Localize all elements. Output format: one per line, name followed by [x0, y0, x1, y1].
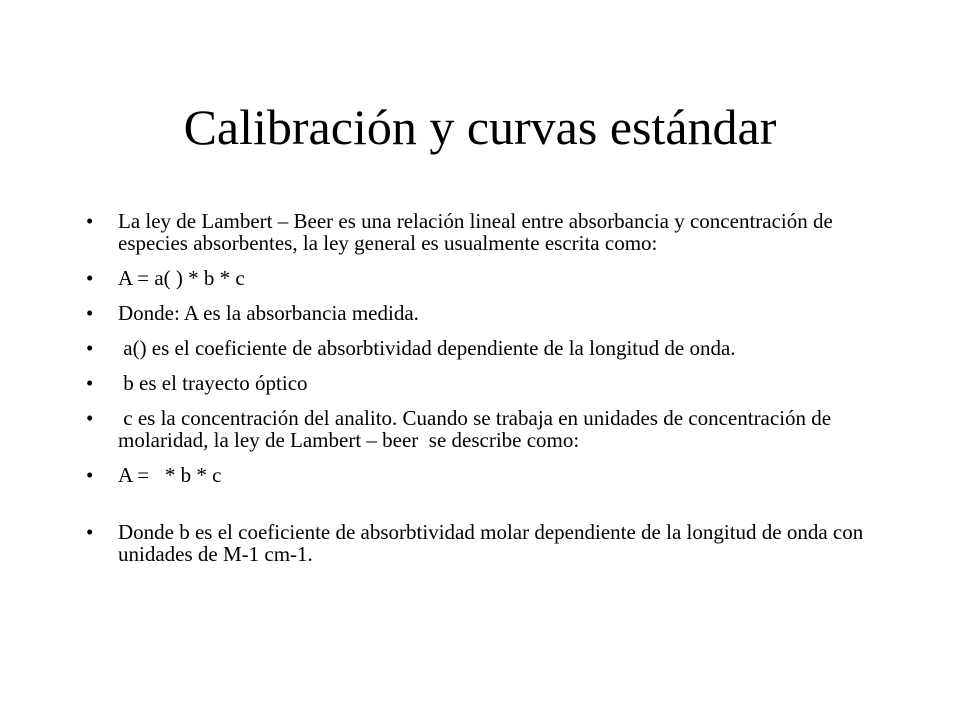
- bullet-icon: •: [86, 520, 94, 544]
- bullet-icon: •: [86, 301, 94, 325]
- list-item-text: La ley de Lambert – Beer es una relación lineal entre absorbancia y concentración de especies absorbentes, la ley general es usualmente escrita como:: [118, 209, 833, 255]
- bullet-list: [86, 210, 886, 578]
- list-spacer: [86, 499, 886, 521]
- list-item: [86, 210, 886, 254]
- slide-title: Calibración y curvas estándar: [183, 99, 777, 155]
- list-item-text: c es la concentración del analito. Cuando se trabaja en unidades de concentración de molaridad, la ley de Lambert – beer se describe como:: [118, 406, 837, 452]
- list-item-text: A = * b * c: [118, 463, 222, 487]
- list-item: [86, 302, 886, 324]
- list-item-text: a() es el coeficiente de absorbtividad dependiente de la longitud de onda.: [118, 336, 736, 360]
- bullet-icon: •: [86, 266, 94, 290]
- bullet-icon: •: [86, 371, 94, 395]
- list-item: [86, 372, 886, 394]
- bullet-icon: •: [86, 209, 94, 233]
- list-item-text: Donde b es el coeficiente de absorbtividad molar dependiente de la longitud de onda con unidades de M-1 cm-1.: [118, 520, 864, 566]
- list-item: [86, 407, 886, 451]
- bullet-icon: •: [86, 406, 94, 430]
- list-item: [86, 521, 886, 565]
- list-item: [86, 464, 886, 486]
- list-item: [86, 337, 886, 359]
- list-item-text: b es el trayecto óptico: [118, 371, 308, 395]
- bullet-icon: •: [86, 463, 94, 487]
- list-item-text: A = a( ) * b * c: [118, 266, 245, 290]
- list-item: [86, 267, 886, 289]
- list-item-text: Donde: A es la absorbancia medida.: [118, 301, 419, 325]
- bullet-icon: •: [86, 336, 94, 360]
